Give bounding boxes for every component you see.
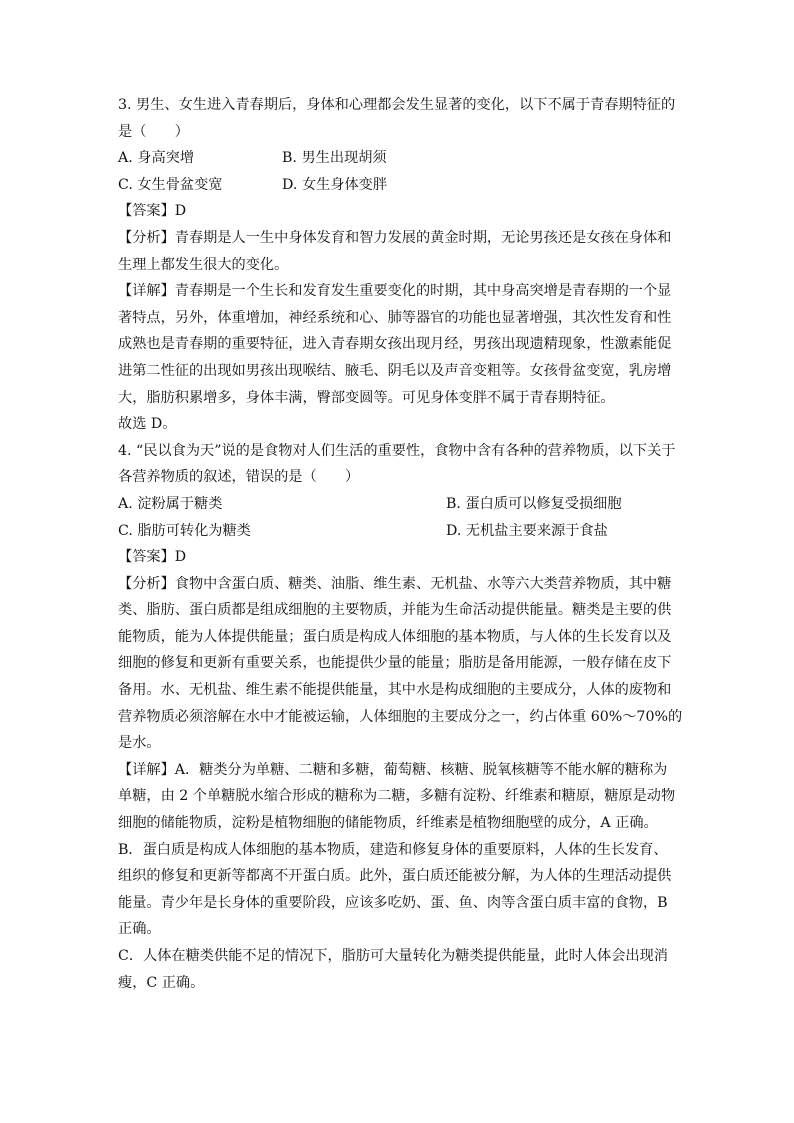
q3-detail-line: 大，脂肪积累增多，身体丰满，臀部变圆等。可见身体变胖不属于青春期特征。 xyxy=(118,389,615,406)
q4-analysis-line: 备用。水、无机盐、维生素不能提供能量，其中水是构成细胞的主要成分，人体的废物和 xyxy=(118,682,672,699)
q3-analysis xyxy=(118,225,678,278)
q4-detail-line: 单糖，由 2 个单糖脱水缩合形成的糖称为二糖，多糖有淀粉、纤维素和糖原，糖原是动物 xyxy=(118,788,676,805)
q4-detail-line: 正确。 xyxy=(118,921,161,938)
q3-option-b: B. 男生出现胡须 xyxy=(282,150,387,167)
q4-option-d: D. 无机盐主要来源于食盐 xyxy=(446,522,608,539)
q3-stem-line-1: 3. 男生、女生进入青春期后，身体和心理都会发生显著的变化，以下不属于青春期特征的 xyxy=(118,97,676,113)
q3-detail-line: 【详解】青春期是一个生长和发育发生重要变化的时期，其中身高突增是青春期的一个显 xyxy=(118,283,672,300)
q4-detail xyxy=(118,757,678,996)
q4-option-c: C. 脂肪可转化为糖类 xyxy=(118,522,251,539)
q4-analysis-line: 营养物质必须溶解在水中才能被运输，人体细胞的主要成分之一，约占体重 60%～70%的 xyxy=(118,708,683,725)
q3-answer: 【答案】D xyxy=(118,203,187,220)
q3-option-c: C. 女生骨盆变宽 xyxy=(118,176,223,193)
q3-stem-line-2: 是（ ） xyxy=(118,123,189,140)
q4-detail-line: 【详解】A．糖类分为单糖、二糖和多糖，葡萄糖、核糖、脱氧核糖等不能水解的糖称为 xyxy=(118,761,668,778)
q4-analysis-line: 【分析】食物中含蛋白质、糖类、油脂、维生素、无机盐、水等六大类营养物质，其中糖 xyxy=(118,575,672,592)
document-content xyxy=(118,92,683,996)
q3-detail-line: 进第二性征的出现如男孩出现喉结、腋毛、阴毛以及声音变粗等。女孩骨盆变宽，乳房增 xyxy=(118,362,672,379)
q3-option-a: A. 身高突增 xyxy=(118,150,195,167)
q4-detail-line: 瘦，C 正确。 xyxy=(118,974,205,991)
q4-analysis-line: 细胞的修复和更新有重要关系，也能提供少量的能量；脂肪是备用能源，一般存储在皮下 xyxy=(118,655,672,672)
q4-detail-line: B．蛋白质是构成人体细胞的基本物质，建造和修复身体的重要原料，人体的生长发育、 xyxy=(118,841,668,858)
q3-option-d: D. 女生身体变胖 xyxy=(282,176,388,193)
q4-analysis-line: 是水。 xyxy=(118,735,161,752)
q4-option-a: A. 淀粉属于糖类 xyxy=(118,495,223,512)
q4-stem-line-1: 4. “民以食为天”说的是食物对人们生活的重要性，食物中含有各种的营养物质，以下关于 xyxy=(118,442,676,459)
q4-analysis xyxy=(118,571,683,757)
q4-detail-line: C．人体在糖类供能不足的情况下，脂肪可大量转化为糖类提供能量，此时人体会出现消 xyxy=(118,948,668,964)
q3-analysis-line: 生理上都发生很大的变化。 xyxy=(118,256,289,273)
q4-option-b: B. 蛋白质可以修复受损细胞 xyxy=(446,495,622,512)
q3-detail xyxy=(118,278,678,411)
q4-analysis-line: 能物质，能为人体提供能量；蛋白质是构成人体细胞的基本物质，与人体的生长发育以及 xyxy=(118,628,672,645)
q3-options-row-2 xyxy=(118,172,678,199)
q3-options-row-1 xyxy=(118,145,678,172)
q4-options-row-1 xyxy=(118,491,678,518)
q3-detail-line: 成熟也是青春期的重要特征，进入青春期女孩出现月经，男孩出现遗精现象，性激素能促 xyxy=(118,336,672,353)
q3-analysis-line: 【分析】青春期是人一生中身体发育和智力发展的黄金时期，无论男孩还是女孩在身体和 xyxy=(118,229,672,246)
q4-stem-line-2: 各营养物质的叙述，错误的是（ ） xyxy=(118,469,360,486)
q4-answer: 【答案】D xyxy=(118,549,187,566)
q4-detail-line: 细胞的储能物质，淀粉是植物细胞的储能物质，纤维素是植物细胞壁的成分，A 正确。 xyxy=(118,815,658,832)
q4-analysis-line: 类、脂肪、蛋白质都是组成细胞的主要物质，并能为生命活动提供能量。糖类是主要的供 xyxy=(118,602,672,619)
q3-conclusion: 故选 D。 xyxy=(118,416,177,433)
q4-detail-line: 能量。青少年是长身体的重要阶段，应该多吃奶、蛋、鱼、肉等含蛋白质丰富的食物，B xyxy=(118,894,668,911)
q4-options-row-2 xyxy=(118,518,678,545)
q4-detail-line: 组织的修复和更新等都离不开蛋白质。此外，蛋白质还能被分解，为人体的生理活动提供 xyxy=(118,868,672,885)
q3-detail-line: 著特点，另外，体重增加，神经系统和心、肺等器官的功能也显著增强，其次性发育和性 xyxy=(118,309,672,326)
